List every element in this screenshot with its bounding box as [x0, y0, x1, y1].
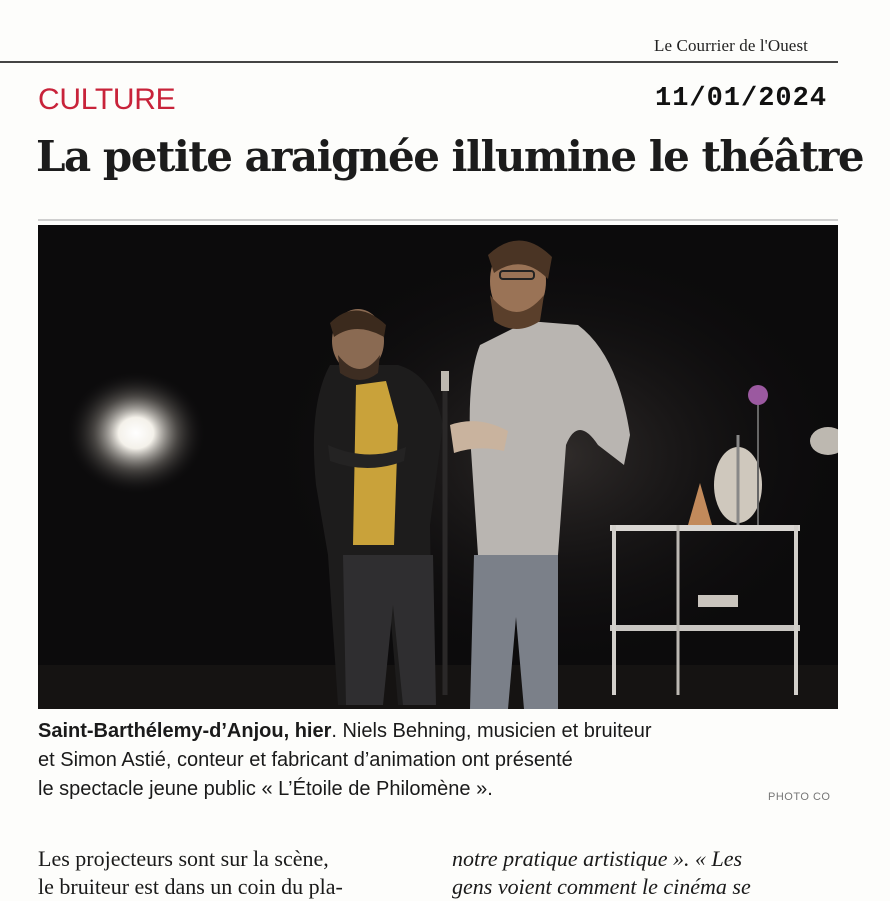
column-1-line-1: Les projecteurs sont sur la scène,: [38, 846, 329, 871]
column-2-line-2: gens voient comment le cinéma se: [452, 874, 751, 899]
masthead: Le Courrier de l'Ouest: [654, 36, 808, 55]
column-1-line-2: le bruiteur est dans un coin du pla-: [38, 874, 343, 899]
publication-date: 11/01/2024: [655, 84, 828, 114]
caption-line-3: le spectacle jeune public « L’Étoile de Philomène ».: [38, 778, 493, 800]
top-divider: [0, 61, 838, 63]
section-label: CULTURE: [38, 83, 176, 116]
body-column-2: [452, 845, 751, 901]
caption-line-1: . Niels Behning, musicien et bruiteur: [331, 720, 652, 742]
caption-line-2: et Simon Astié, conteur et fabricant d’animation ont présenté: [38, 749, 573, 771]
stage-photo-illustration: [38, 225, 838, 709]
article-photo: [38, 225, 838, 709]
caption-location: Saint-Barthélemy-d’Anjou, hier: [38, 720, 332, 742]
photo-credit: PHOTO CO: [768, 791, 831, 803]
photo-divider: [38, 219, 838, 221]
body-column-1: [38, 845, 343, 901]
photo-caption: [38, 717, 838, 804]
article-headline: La petite araignée illumine le théâtre: [36, 132, 864, 181]
column-2-line-1: notre pratique artistique ». « Les: [452, 846, 743, 871]
